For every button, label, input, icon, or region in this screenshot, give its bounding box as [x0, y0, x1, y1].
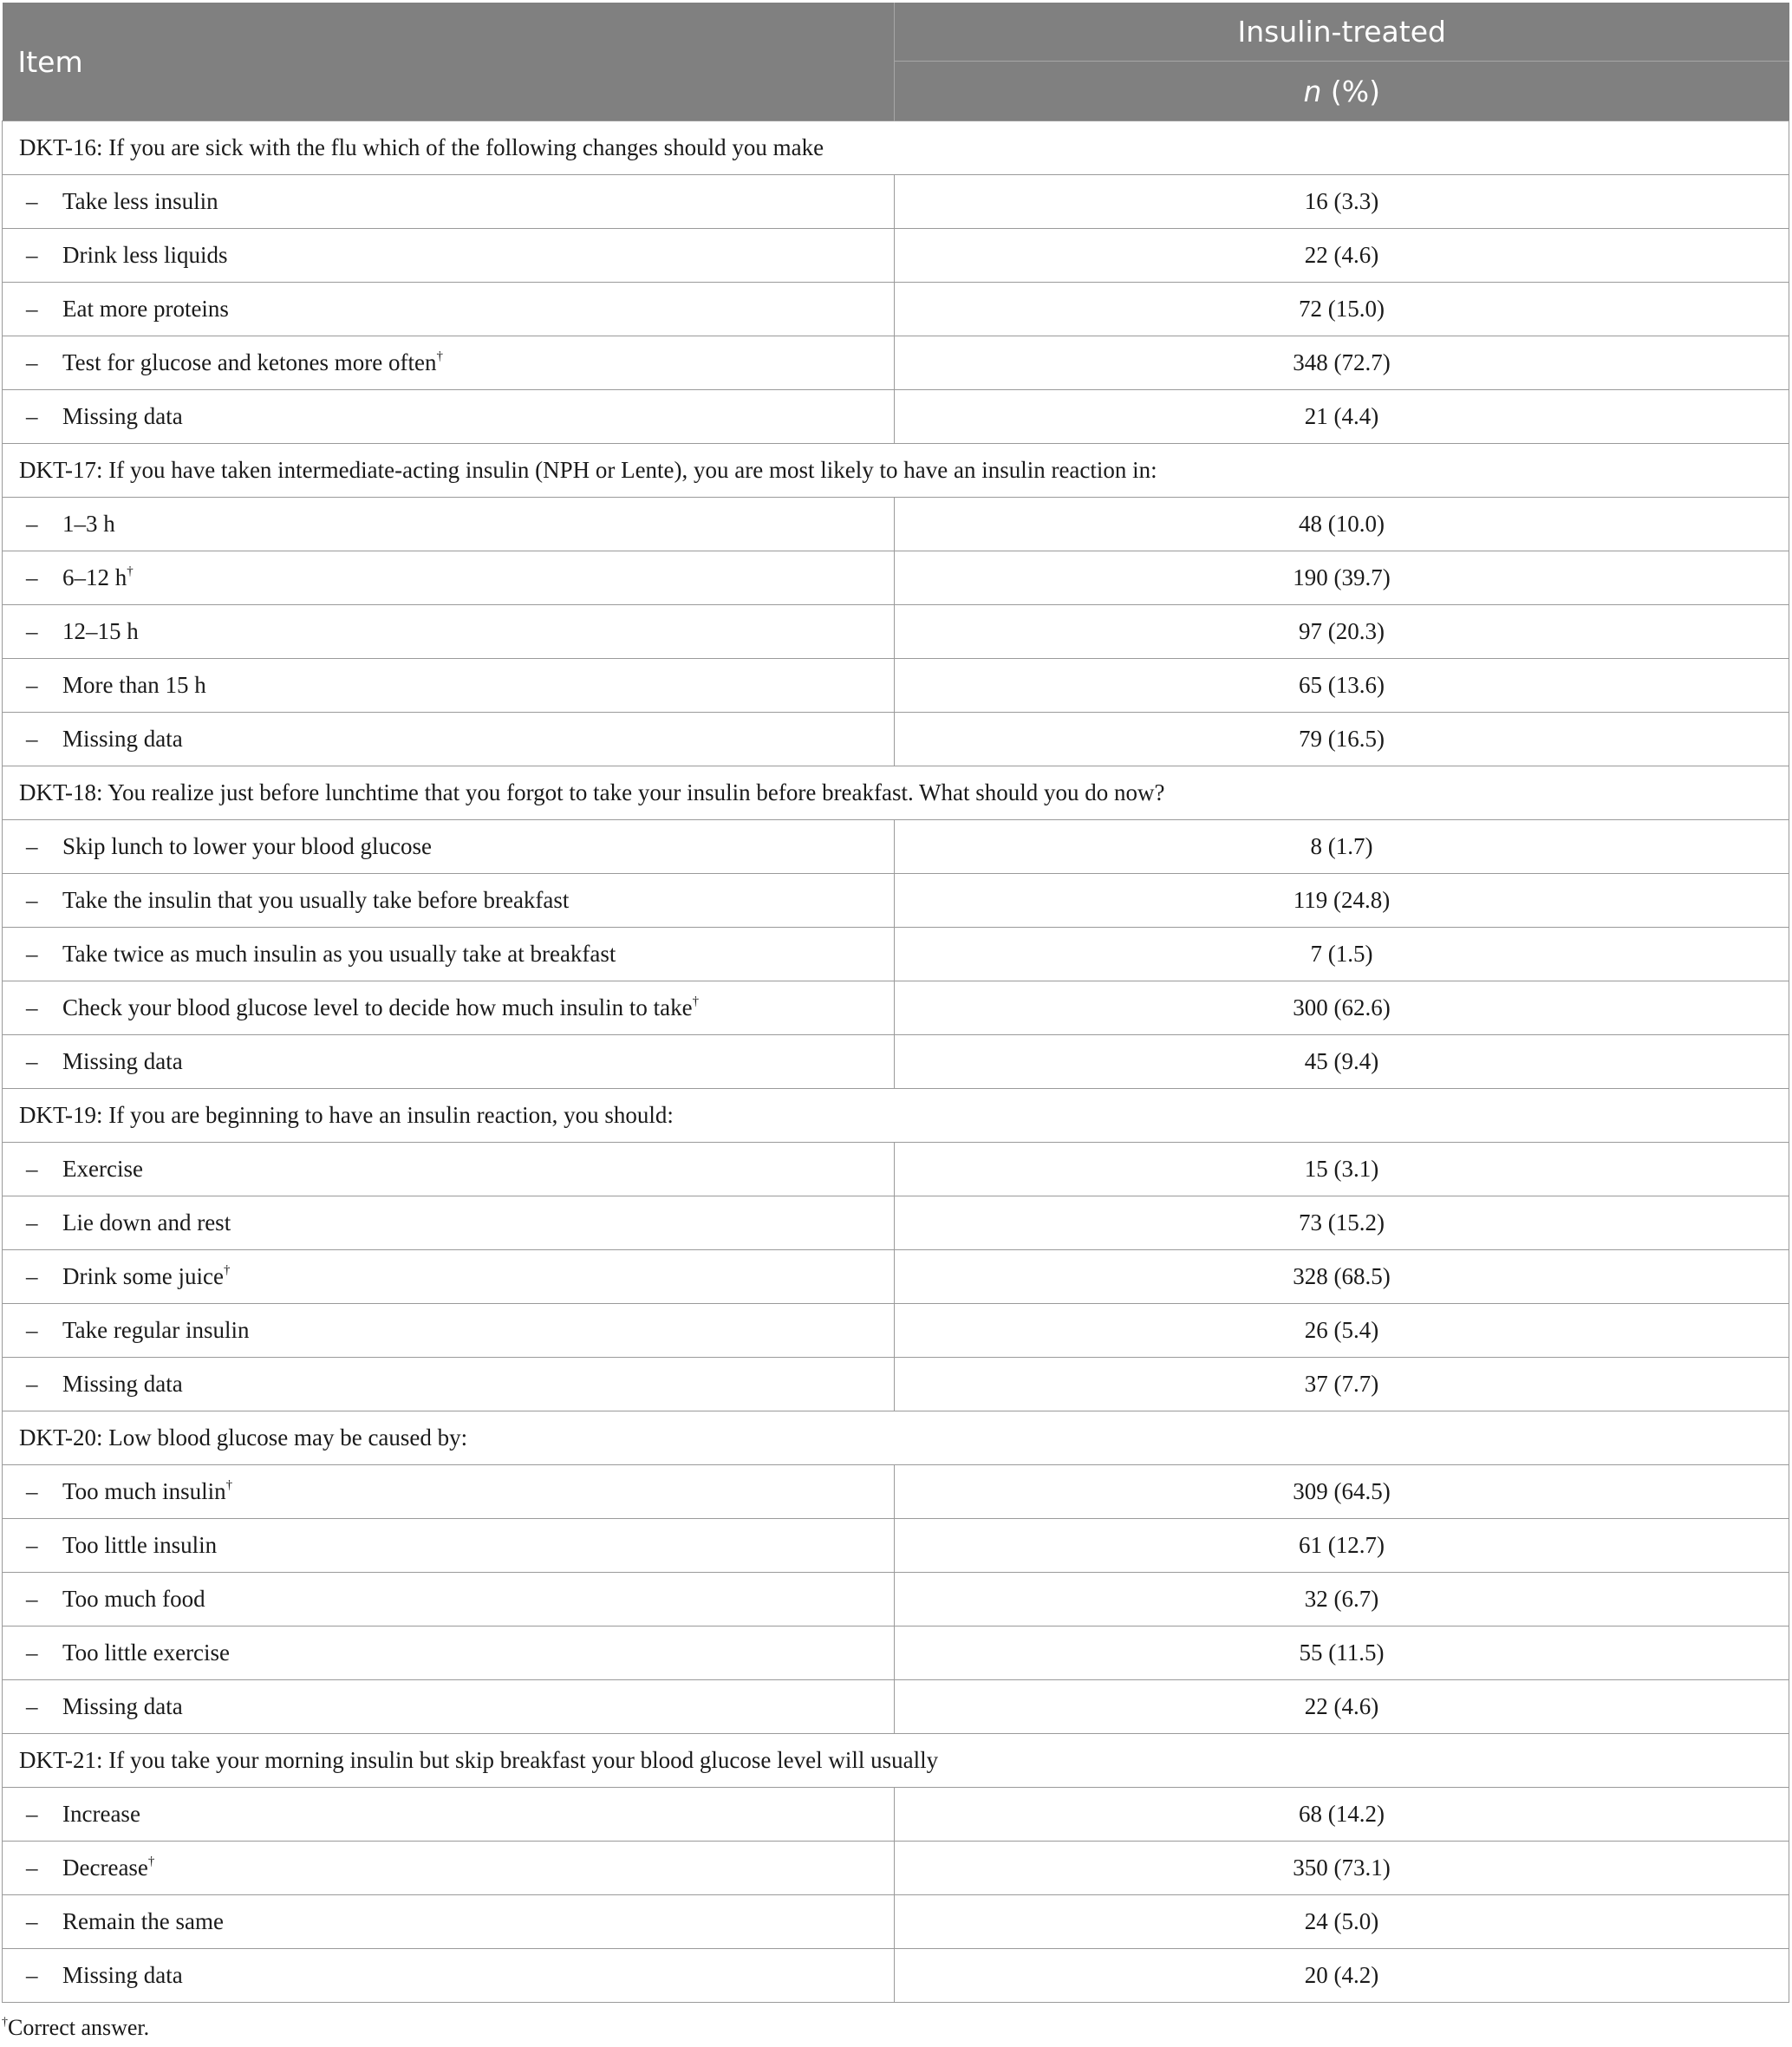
option-dash: –	[26, 1855, 38, 1881]
table-row	[3, 1250, 1789, 1304]
table-row	[3, 1627, 1789, 1680]
answer-option-cell	[3, 498, 895, 551]
answer-option-cell	[3, 820, 895, 874]
group-column-header: Insulin-treated	[895, 3, 1789, 62]
table-row	[3, 1358, 1789, 1411]
count-percent-cell: 32 (6.7)	[895, 1573, 1789, 1627]
question-row	[3, 1734, 1789, 1788]
answer-option-cell	[3, 1842, 895, 1895]
question-text: DKT-19: If you are beginning to have an insulin reaction, you should:	[3, 1089, 1789, 1143]
option-dash: –	[26, 672, 38, 698]
count-percent-cell: 8 (1.7)	[895, 820, 1789, 874]
option-label: Remain the same	[62, 1908, 224, 1934]
option-label: Too little insulin	[62, 1532, 218, 1558]
option-dash: –	[26, 1317, 38, 1343]
table-row	[3, 1949, 1789, 2003]
table-row	[3, 874, 1789, 928]
option-label: Skip lunch to lower your blood glucose	[62, 833, 432, 859]
option-dash: –	[26, 1478, 38, 1504]
count-percent-cell: 55 (11.5)	[895, 1627, 1789, 1680]
option-dash: –	[26, 994, 38, 1020]
count-percent-cell: 24 (5.0)	[895, 1895, 1789, 1949]
table-row	[3, 713, 1789, 766]
option-dash: –	[26, 188, 38, 214]
table-row	[3, 605, 1789, 659]
correct-answer-mark: †	[225, 1478, 233, 1492]
option-label: Missing data	[62, 726, 183, 752]
correct-answer-mark: †	[127, 564, 134, 578]
answer-option-cell	[3, 1788, 895, 1842]
option-label: Missing data	[62, 1048, 183, 1074]
option-dash: –	[26, 1263, 38, 1289]
table-row	[3, 1680, 1789, 1734]
table-row	[3, 283, 1789, 336]
correct-answer-mark: †	[436, 349, 443, 363]
option-label: Increase	[62, 1801, 140, 1827]
option-label: Missing data	[62, 1693, 183, 1719]
count-percent-cell: 37 (7.7)	[895, 1358, 1789, 1411]
table-row	[3, 229, 1789, 283]
table-row	[3, 928, 1789, 981]
question-row	[3, 121, 1789, 175]
answer-option-cell	[3, 1895, 895, 1949]
answer-option-cell	[3, 551, 895, 605]
count-percent-cell: 26 (5.4)	[895, 1304, 1789, 1358]
option-label: Drink less liquids	[62, 242, 228, 268]
table-row	[3, 1304, 1789, 1358]
table-row	[3, 1788, 1789, 1842]
answer-option-cell	[3, 1143, 895, 1196]
option-label: Take regular insulin	[62, 1317, 250, 1343]
option-label: Missing data	[62, 1962, 183, 1988]
answer-option-cell	[3, 713, 895, 766]
option-label: Too much food	[62, 1586, 205, 1612]
answer-option-cell	[3, 229, 895, 283]
table-row	[3, 659, 1789, 713]
count-percent-cell: 61 (12.7)	[895, 1519, 1789, 1573]
question-row	[3, 1089, 1789, 1143]
count-percent-cell: 72 (15.0)	[895, 283, 1789, 336]
option-dash: –	[26, 1532, 38, 1558]
table-row	[3, 1143, 1789, 1196]
option-dash: –	[26, 1908, 38, 1934]
count-percent-cell: 45 (9.4)	[895, 1035, 1789, 1089]
answer-option-cell	[3, 874, 895, 928]
unit-column-header	[895, 62, 1789, 121]
answer-option-cell	[3, 1035, 895, 1089]
option-dash: –	[26, 1048, 38, 1074]
question-text: DKT-21: If you take your morning insulin but skip breakfast your blood glucose level will usually	[3, 1734, 1789, 1788]
option-dash: –	[26, 833, 38, 859]
option-dash: –	[26, 1371, 38, 1397]
option-dash: –	[26, 1209, 38, 1235]
count-percent-cell: 22 (4.6)	[895, 229, 1789, 283]
option-label: Missing data	[62, 403, 183, 429]
table-row	[3, 175, 1789, 229]
option-dash: –	[26, 941, 38, 967]
option-label: Exercise	[62, 1156, 143, 1182]
count-percent-cell: 350 (73.1)	[895, 1842, 1789, 1895]
option-dash: –	[26, 242, 38, 268]
question-row	[3, 1411, 1789, 1465]
option-dash: –	[26, 511, 38, 537]
count-percent-cell: 15 (3.1)	[895, 1143, 1789, 1196]
option-label: Too little exercise	[62, 1640, 231, 1666]
option-label: Eat more proteins	[62, 296, 229, 322]
option-dash: –	[26, 1640, 38, 1666]
option-dash: –	[26, 1156, 38, 1182]
count-percent-cell: 65 (13.6)	[895, 659, 1789, 713]
question-row	[3, 766, 1789, 820]
option-dash: –	[26, 1693, 38, 1719]
question-text: DKT-20: Low blood glucose may be caused by:	[3, 1411, 1789, 1465]
answer-option-cell	[3, 283, 895, 336]
option-label: Drink some juice	[62, 1263, 224, 1289]
option-label: More than 15 h	[62, 672, 206, 698]
option-label: Missing data	[62, 1371, 183, 1397]
answer-option-cell	[3, 1627, 895, 1680]
count-percent-cell: 79 (16.5)	[895, 713, 1789, 766]
answer-option-cell	[3, 336, 895, 390]
correct-answer-mark: †	[223, 1263, 231, 1277]
table-body	[3, 121, 1789, 2003]
footnote	[2, 2015, 1789, 2041]
count-percent-cell: 7 (1.5)	[895, 928, 1789, 981]
table-row	[3, 1573, 1789, 1627]
answer-option-cell	[3, 1519, 895, 1573]
answer-option-cell	[3, 1250, 895, 1304]
table-container	[2, 3, 1789, 2041]
option-label: Take twice as much insulin as you usually take at breakfast	[62, 941, 616, 967]
option-dash: –	[26, 1801, 38, 1827]
footnote-mark: †	[2, 2016, 8, 2029]
answer-option-cell	[3, 1949, 895, 2003]
option-label: 6–12 h	[62, 564, 127, 590]
answer-option-cell	[3, 1358, 895, 1411]
answer-option-cell	[3, 1680, 895, 1734]
option-label: Take less insulin	[62, 188, 218, 214]
option-label: Take the insulin that you usually take before breakfast	[62, 887, 570, 913]
count-percent-cell: 119 (24.8)	[895, 874, 1789, 928]
option-dash: –	[26, 296, 38, 322]
table-row	[3, 1519, 1789, 1573]
option-label: Lie down and rest	[62, 1209, 231, 1235]
table-row	[3, 1842, 1789, 1895]
question-text: DKT-18: You realize just before lunchtime that you forgot to take your insulin before breakfast. What should you do now?	[3, 766, 1789, 820]
answer-option-cell	[3, 1196, 895, 1250]
option-dash: –	[26, 564, 38, 590]
question-text: DKT-17: If you have taken intermediate-acting insulin (NPH or Lente), you are most likely to have an insulin reaction in:	[3, 444, 1789, 498]
answer-option-cell	[3, 1304, 895, 1358]
table-header	[3, 3, 1789, 121]
correct-answer-mark: †	[147, 1855, 155, 1868]
count-percent-cell: 48 (10.0)	[895, 498, 1789, 551]
answer-option-cell	[3, 1573, 895, 1627]
answer-option-cell	[3, 1465, 895, 1519]
count-percent-cell: 68 (14.2)	[895, 1788, 1789, 1842]
item-column-header: Item	[3, 3, 895, 121]
count-percent-cell: 20 (4.2)	[895, 1949, 1789, 2003]
table-row	[3, 1895, 1789, 1949]
option-dash: –	[26, 887, 38, 913]
correct-answer-mark: †	[692, 994, 700, 1008]
count-percent-cell: 328 (68.5)	[895, 1250, 1789, 1304]
answer-option-cell	[3, 390, 895, 444]
table-row	[3, 336, 1789, 390]
table-row	[3, 390, 1789, 444]
option-label: Decrease	[62, 1855, 148, 1881]
count-percent-cell: 22 (4.6)	[895, 1680, 1789, 1734]
count-percent-cell: 97 (20.3)	[895, 605, 1789, 659]
question-text: DKT-16: If you are sick with the flu which of the following changes should you make	[3, 121, 1789, 175]
count-percent-cell: 190 (39.7)	[895, 551, 1789, 605]
answer-option-cell	[3, 659, 895, 713]
unit-percent: (%)	[1321, 74, 1381, 108]
count-percent-cell: 21 (4.4)	[895, 390, 1789, 444]
table-row	[3, 498, 1789, 551]
option-label: 1–3 h	[62, 511, 115, 537]
table-row	[3, 820, 1789, 874]
results-table	[2, 3, 1789, 2003]
table-row	[3, 1196, 1789, 1250]
question-row	[3, 444, 1789, 498]
option-dash: –	[26, 1962, 38, 1988]
option-label: Check your blood glucose level to decide how much insulin to take	[62, 994, 693, 1020]
table-row	[3, 1465, 1789, 1519]
table-row	[3, 981, 1789, 1035]
option-label: 12–15 h	[62, 618, 139, 644]
answer-option-cell	[3, 175, 895, 229]
option-dash: –	[26, 349, 38, 375]
answer-option-cell	[3, 605, 895, 659]
table-row	[3, 1035, 1789, 1089]
answer-option-cell	[3, 981, 895, 1035]
count-percent-cell: 16 (3.3)	[895, 175, 1789, 229]
option-dash: –	[26, 726, 38, 752]
option-dash: –	[26, 618, 38, 644]
option-dash: –	[26, 1586, 38, 1612]
footnote-text: Correct answer.	[8, 2015, 150, 2040]
count-percent-cell: 348 (72.7)	[895, 336, 1789, 390]
answer-option-cell	[3, 928, 895, 981]
count-percent-cell: 309 (64.5)	[895, 1465, 1789, 1519]
table-row	[3, 551, 1789, 605]
option-label: Test for glucose and ketones more often	[62, 349, 437, 375]
count-percent-cell: 300 (62.6)	[895, 981, 1789, 1035]
count-percent-cell: 73 (15.2)	[895, 1196, 1789, 1250]
unit-n: n	[1303, 74, 1322, 108]
option-label: Too much insulin	[62, 1478, 226, 1504]
option-dash: –	[26, 403, 38, 429]
